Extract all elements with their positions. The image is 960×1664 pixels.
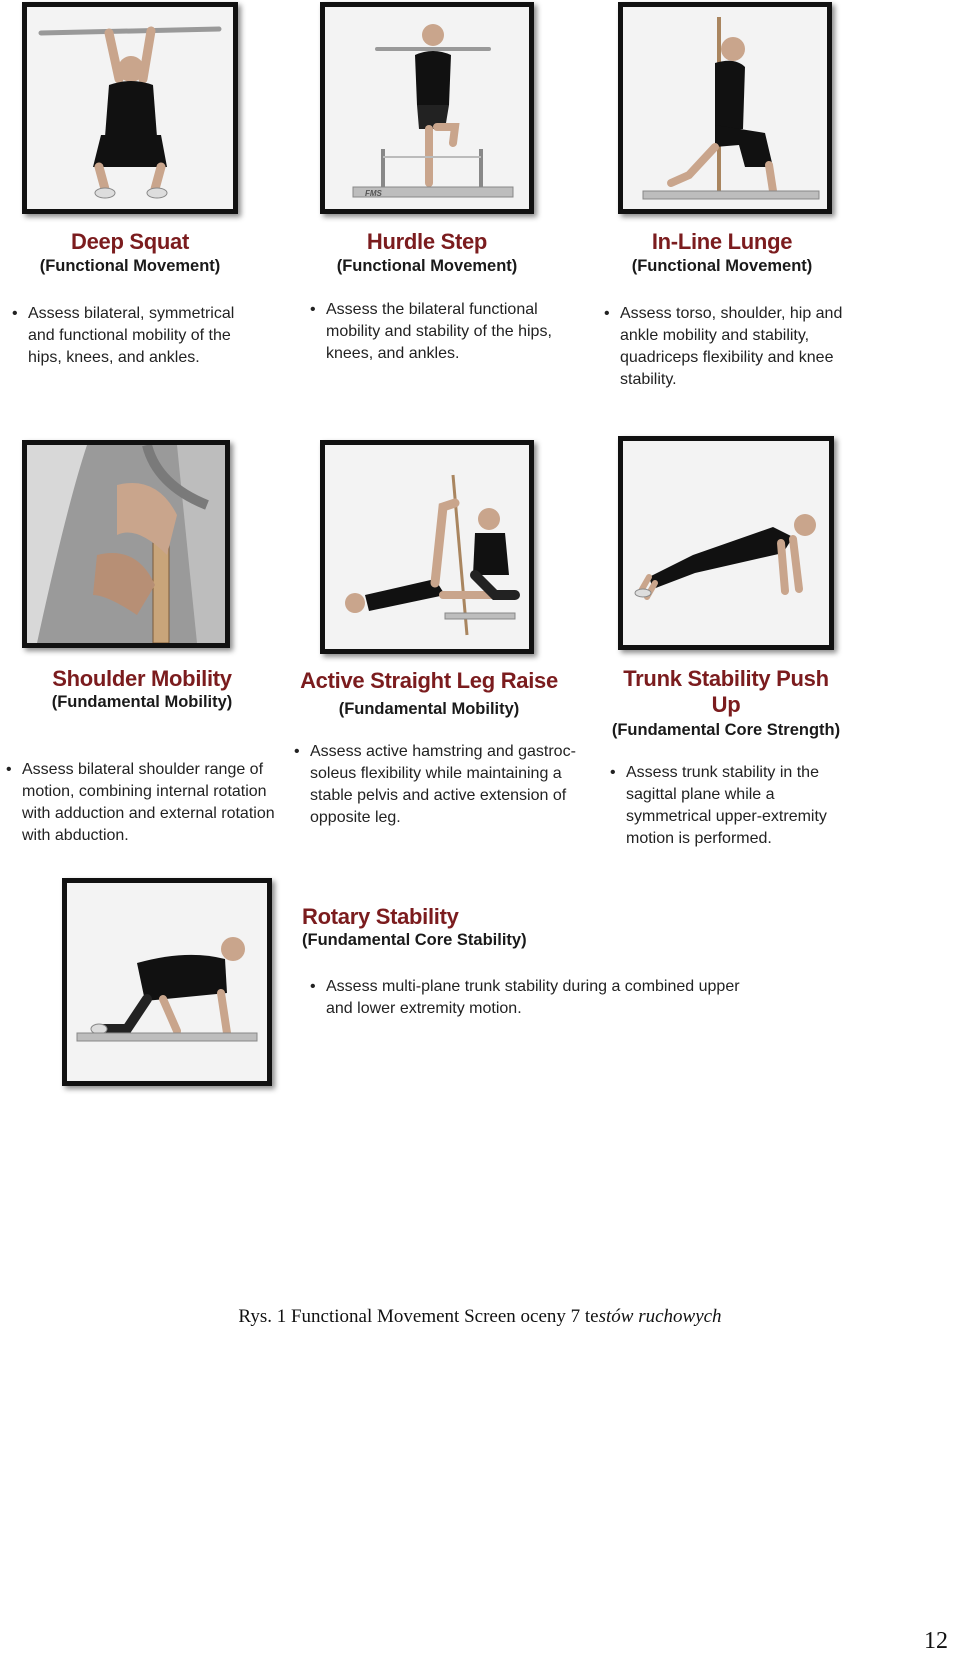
subtitle-hurdle-step: (Functional Movement) <box>336 257 518 275</box>
bullet-dot: • <box>12 305 18 322</box>
page-number: 12 <box>924 1628 948 1654</box>
bullet-trunk-stability-push-up <box>610 762 860 850</box>
fms-board-logo: FMS <box>365 189 382 198</box>
shoulder-mobility-illustration <box>27 445 225 643</box>
photo-rotary-stability <box>62 878 272 1086</box>
bullet-text-trunk-stability-push-up: Assess trunk stability in the sagittal plane while a symmetrical upper-extremity motion is performed. <box>626 764 827 847</box>
bullet-active-straight-leg-raise <box>294 741 580 829</box>
bullet-dot: • <box>310 301 316 318</box>
photo-in-line-lunge <box>618 2 832 214</box>
trunk-stability-push-up-illustration <box>623 441 829 645</box>
bullet-dot: • <box>294 743 300 760</box>
photo-deep-squat <box>22 2 238 214</box>
subtitle-in-line-lunge: (Functional Movement) <box>631 257 813 275</box>
subtitle-shoulder-mobility: (Fundamental Mobility) <box>51 693 233 711</box>
subtitle-trunk-stability-push-up: (Fundamental Core Strength) <box>611 721 841 739</box>
subtitle-rotary-stability: (Fundamental Core Stability) <box>302 931 527 949</box>
figure-caption <box>0 1306 960 1328</box>
bullet-dot: • <box>6 761 12 778</box>
bullet-text-rotary-stability: Assess multi-plane trunk stability during a combined upper and lower extremity motion. <box>326 978 740 1017</box>
caption-prefix: Rys. 1 Functional Movement Screen oceny 7 te <box>238 1306 599 1327</box>
bullet-dot: • <box>604 305 610 322</box>
rotary-stability-illustration <box>67 883 267 1081</box>
bullet-rotary-stability <box>310 976 760 1020</box>
active-straight-leg-raise-illustration <box>325 445 529 649</box>
title-shoulder-mobility: Shoulder Mobility <box>52 666 232 691</box>
title-active-straight-leg-raise: Active Straight Leg Raise <box>300 668 558 693</box>
bullet-text-active-straight-leg-raise: Assess active hamstring and gastroc-soleus flexibility while maintaining a stable pelvis and active extension of opposite leg. <box>310 743 576 826</box>
subtitle-deep-squat: (Functional Movement) <box>39 257 221 275</box>
title-deep-squat: Deep Squat <box>70 229 190 254</box>
bullet-deep-squat <box>12 303 262 369</box>
bullet-shoulder-mobility <box>6 759 286 847</box>
bullet-dot: • <box>610 764 616 781</box>
hurdle-step-illustration <box>325 7 529 209</box>
bullet-text-hurdle-step: Assess the bilateral functional mobility and stability of the hips, knees, and ankles. <box>326 301 552 362</box>
bullet-in-line-lunge <box>604 303 856 391</box>
bullet-dot: • <box>310 978 316 995</box>
bullet-text-deep-squat: Assess bilateral, symmetrical and functional mobility of the hips, knees, and ankles. <box>28 305 235 366</box>
bullet-text-in-line-lunge: Assess torso, shoulder, hip and ankle mobility and stability, quadriceps flexibility and knee stability. <box>620 305 843 388</box>
subtitle-active-straight-leg-raise: (Fundamental Mobility) <box>338 700 520 718</box>
title-trunk-stability-push-up: Trunk Stability Push Up <box>623 666 829 717</box>
bullet-hurdle-step <box>310 299 558 365</box>
photo-shoulder-mobility <box>22 440 230 648</box>
title-in-line-lunge: In-Line Lunge <box>651 229 793 254</box>
bullet-text-shoulder-mobility: Assess bilateral shoulder range of motion, combining internal rotation with adduction and external rotation with abduction. <box>22 761 275 844</box>
in-line-lunge-illustration <box>623 7 827 209</box>
title-hurdle-step: Hurdle Step <box>366 229 488 254</box>
photo-trunk-stability-push-up <box>618 436 834 650</box>
photo-hurdle-step <box>320 2 534 214</box>
caption-italic: stów ruchowych <box>598 1306 722 1327</box>
title-rotary-stability: Rotary Stability <box>302 904 459 929</box>
photo-active-straight-leg-raise <box>320 440 534 654</box>
deep-squat-illustration <box>27 7 233 209</box>
